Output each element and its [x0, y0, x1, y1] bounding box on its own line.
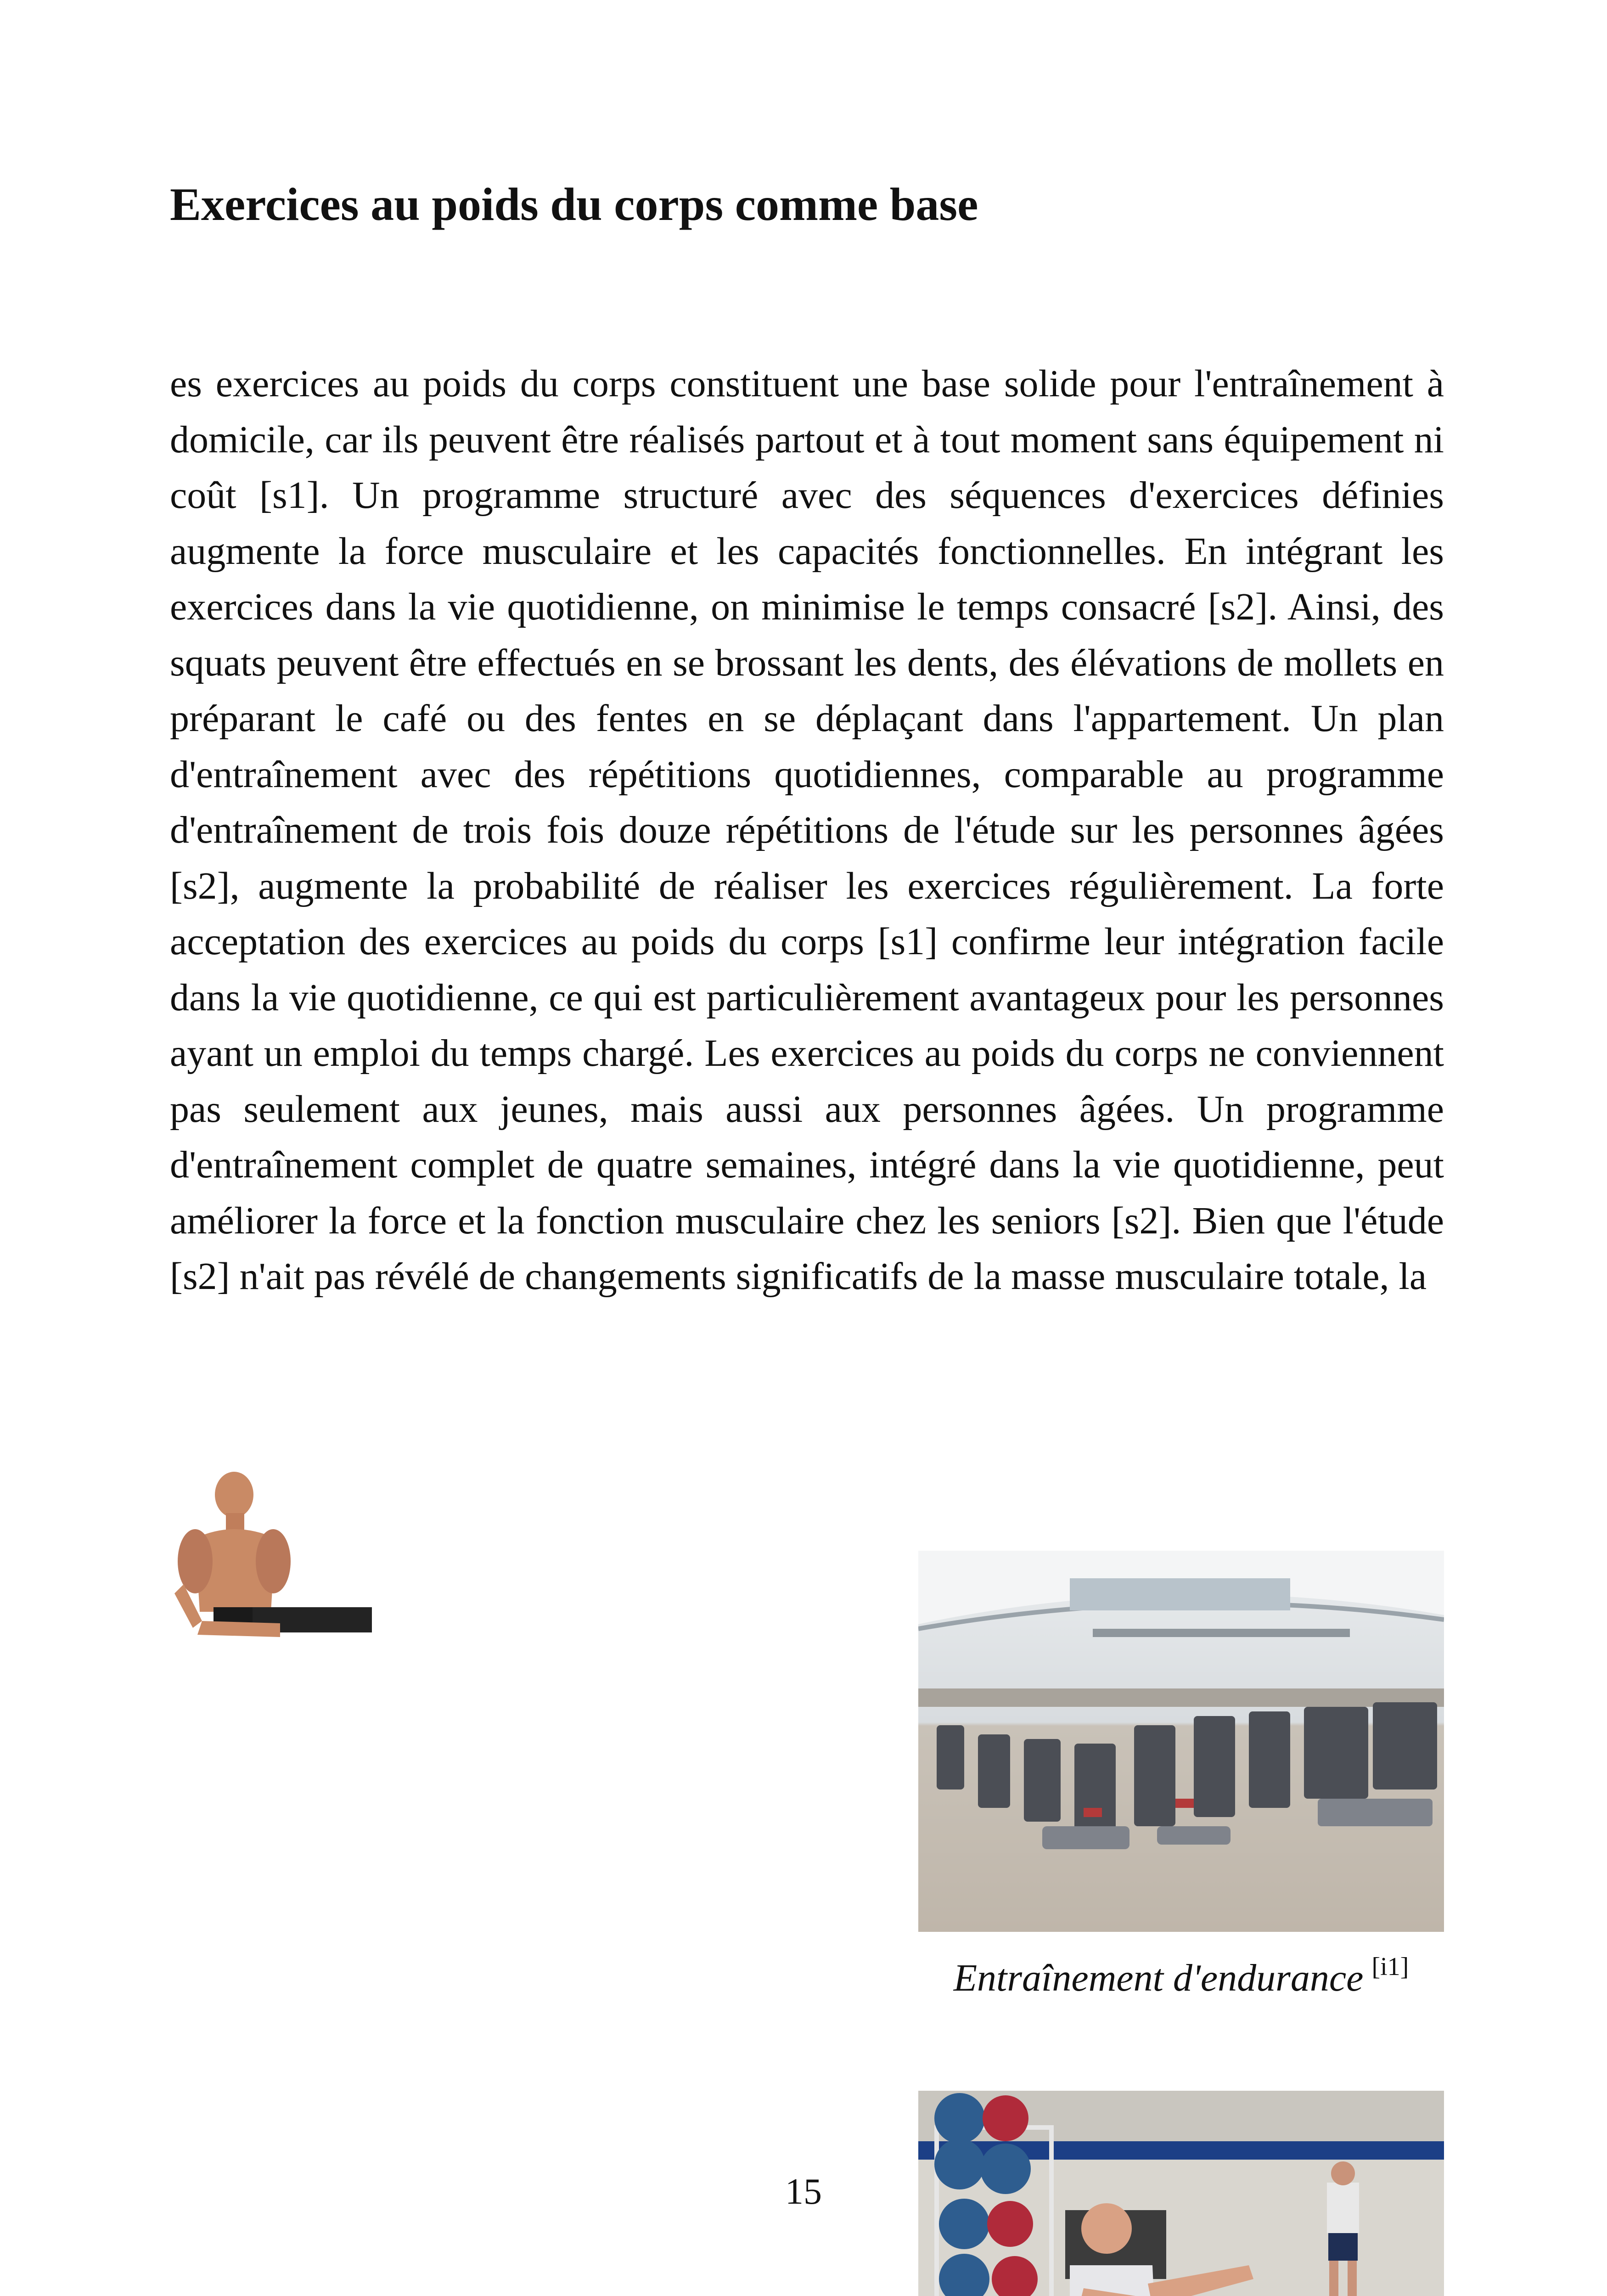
caption-text: Entraînement d'endurance: [953, 1957, 1364, 1999]
paragraph-text: es exercices au poids du corps constituent une base solide pour l'entraînement à domicile, car ils peuvent être réalisés partout et à tout moment sans équipement ni coût [s1]. Un programme structuré avec des séquences d'exercices définies augmente la force musculaire et les capacités fonctionnelles. En intégrant les exercices dans la vie quotidienne, on minimise le temps consacré [s2]. Ainsi, des squats peuvent être effectués en se brossant les dents, des élévations de mollets en préparant le café ou des fentes en se déplaçant dans l'appartement. Un plan d'entraînement avec des répétitions quotidiennes, comparable au programme d'entraînement de trois fois douze répétitions de l'étude sur les personnes âgées [s2], augmente la probabilité de réaliser les exercices régulièrement. La forte acceptation des exercices au poids du corps [s1] confirme leur intégration facile dans la vie quotidienne, ce qui est particulièrement avantageux pour les personnes ayant un emploi du temps chargé. Les exercices au poids du corps ne conviennent pas seulement aux jeunes, mais aussi aux personnes âgées. Un programme d'entraînement complet de quatre semaines, intégré dans la vie quotidienne, peut améliorer la force et la fonction musculaire chez les seniors [s2]. Bien que l'étude [s2] n'ait pas révélé de changements significatifs de la masse musculaire totale, la: [170, 362, 1444, 1298]
body-text-block: [170, 356, 1444, 2296]
figure-caption-1: [918, 1952, 1444, 2002]
figure-gym-photo: [918, 1551, 1444, 1932]
gym-cardio-room-photo-icon: [918, 1551, 1444, 1932]
page-title: Exercices au poids du corps comme base: [170, 179, 978, 231]
muscular-man-dropcap-image-icon: [170, 1469, 374, 1639]
figure-ref: [i1]: [1371, 1953, 1409, 1981]
page-number: 15: [785, 2172, 822, 2212]
dropcap-image: [170, 1469, 374, 1639]
